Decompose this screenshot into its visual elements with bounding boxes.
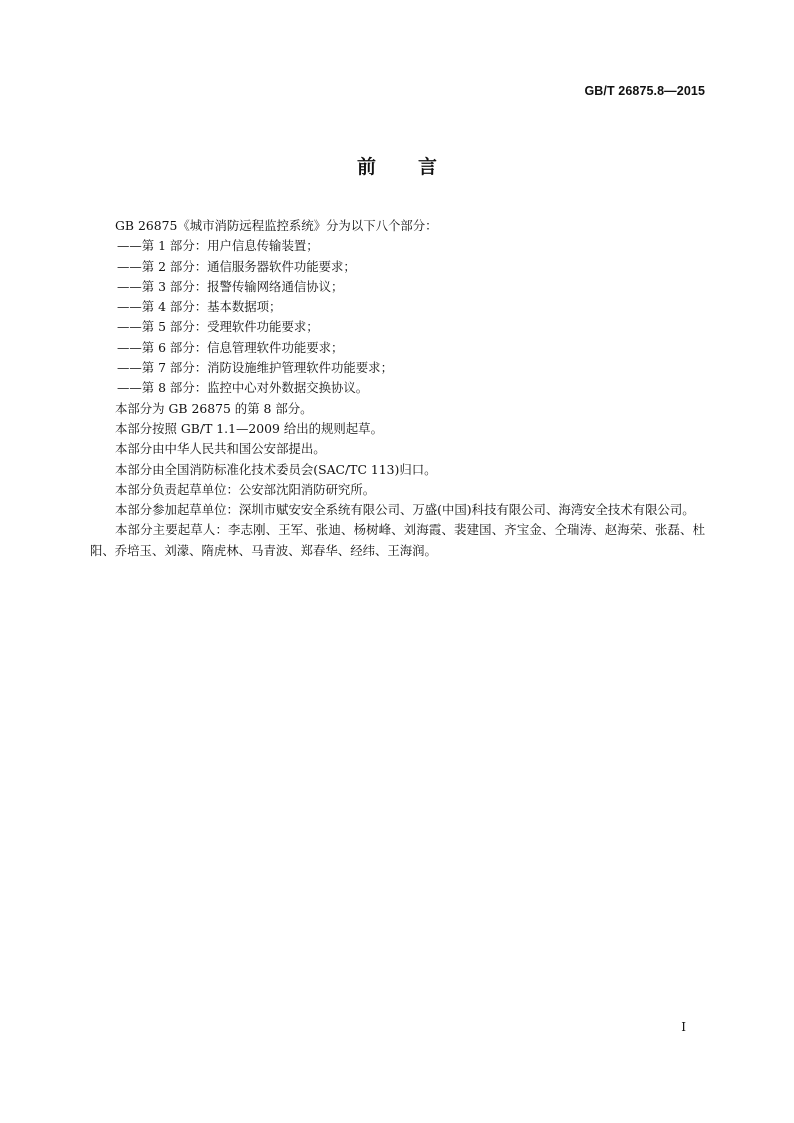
paragraph-drafting-rules: 本部分按照 GB/T 1.1—2009 给出的规则起草。 xyxy=(115,420,383,436)
part-item-6: ——第 6 部分：信息管理软件功能要求； xyxy=(117,339,344,355)
part-item-4: ——第 4 部分：基本数据项； xyxy=(117,299,282,315)
page-title: 前言 xyxy=(356,156,479,178)
standard-code: GB/T 26875.8—2015 xyxy=(584,84,705,98)
part-item-8: ——第 8 部分：监控中心对外数据交换协议。 xyxy=(117,380,369,396)
paragraph-lead-drafter: 本部分负责起草单位：公安部沈阳消防研究所。 xyxy=(115,481,376,497)
paragraph-committee: 本部分由全国消防标准化技术委员会(SAC/TC 113)归口。 xyxy=(115,461,437,477)
part-item-7: ——第 7 部分：消防设施维护管理软件功能要求； xyxy=(117,360,393,376)
part-item-1: ——第 1 部分：用户信息传输装置； xyxy=(117,238,319,254)
part-item-3: ——第 3 部分：报警传输网络通信协议； xyxy=(117,278,344,294)
paragraph-part-number: 本部分为 GB 26875 的第 8 部分。 xyxy=(115,400,313,416)
part-item-2: ——第 2 部分：通信服务器软件功能要求； xyxy=(117,258,356,274)
page-number: I xyxy=(681,1020,686,1034)
document-body xyxy=(90,216,705,561)
paragraph-participating-drafters: 本部分参加起草单位：深圳市赋安安全系统有限公司、万盛(中国)科技有限公司、海湾安全技术有限公司。 xyxy=(115,502,695,518)
paragraph-proposer: 本部分由中华人民共和国公安部提出。 xyxy=(115,441,326,457)
part-item-5: ——第 5 部分：受理软件功能要求； xyxy=(117,319,319,335)
intro-paragraph: GB 26875《城市消防远程监控系统》分为以下八个部分： xyxy=(115,218,438,233)
paragraph-main-drafters: 本部分主要起草人：李志刚、王军、张迪、杨树峰、刘海霞、裴建国、齐宝金、仝瑞涛、赵海荣、张磊、杜阳、乔培玉、刘濛、隋虎林、马青波、郑春华、经纬、王海润。 xyxy=(90,522,705,558)
